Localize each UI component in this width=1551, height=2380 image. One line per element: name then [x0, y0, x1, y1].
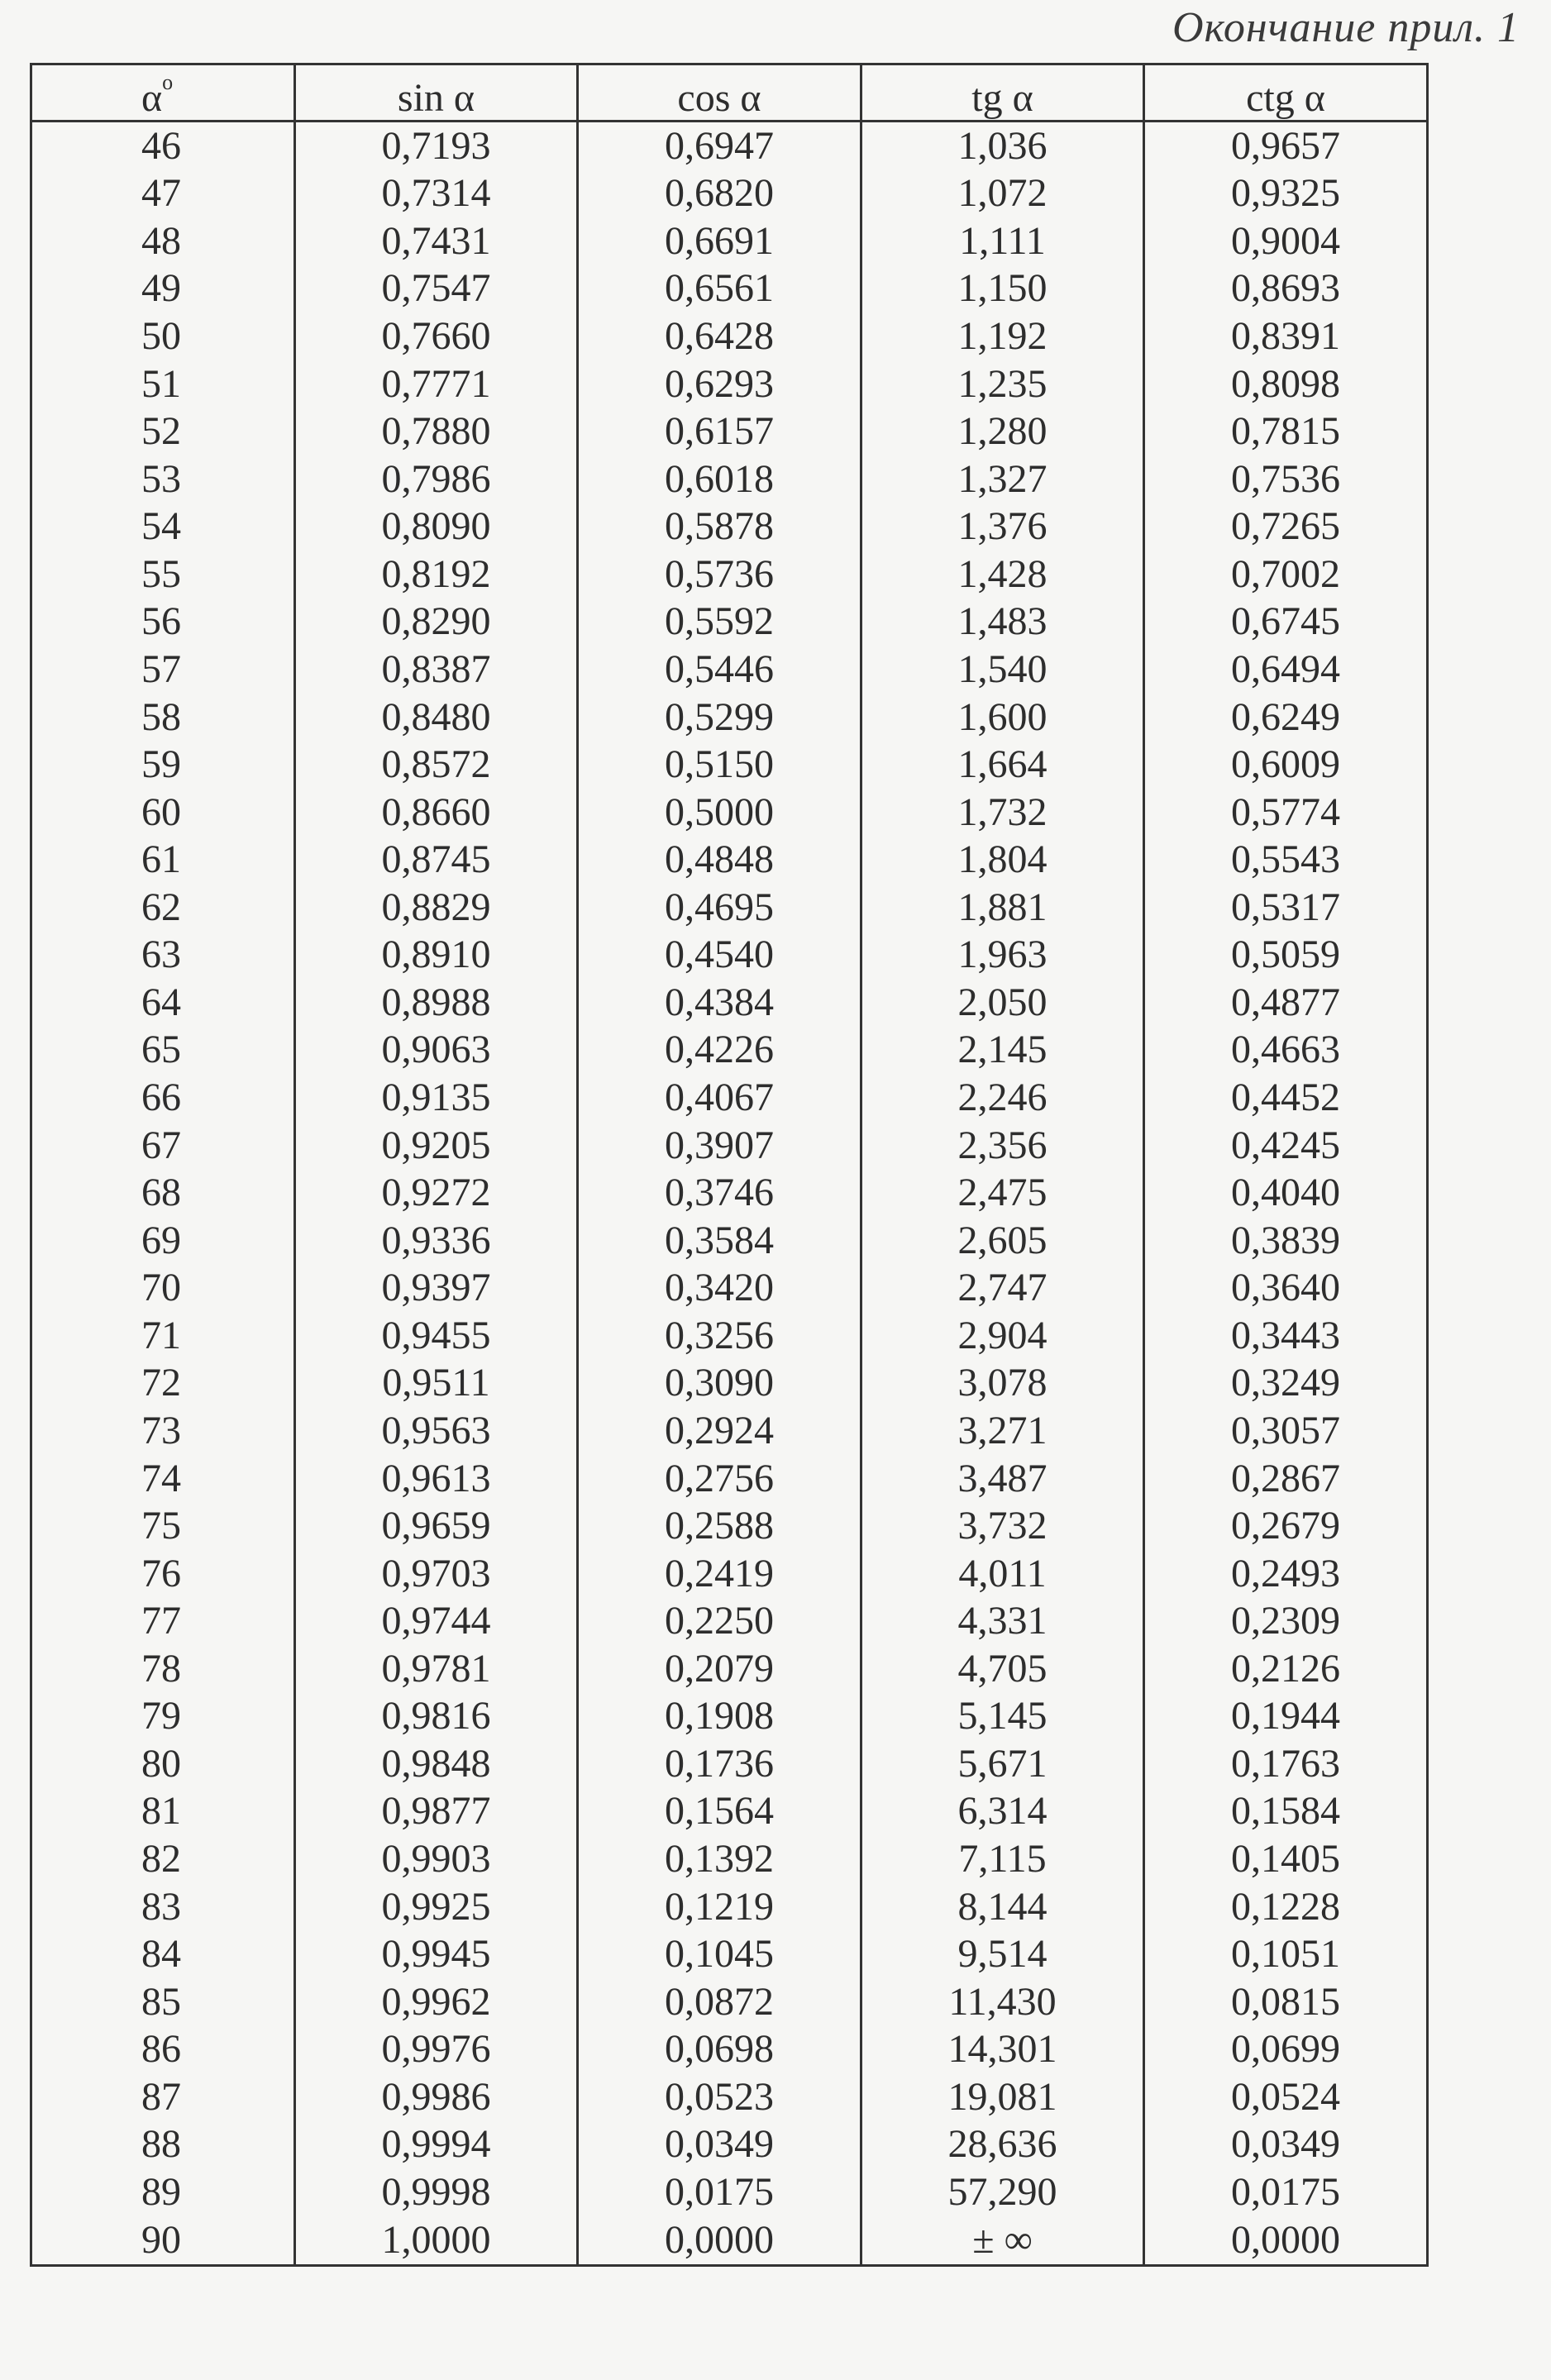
sin-cell: 0,8290	[295, 599, 578, 646]
angle-cell: 70	[31, 1265, 295, 1313]
sin-cell: 0,9135	[295, 1074, 578, 1122]
tg-cell: 3,487	[861, 1455, 1144, 1503]
ctg-cell: 0,3249	[1144, 1360, 1428, 1408]
table-row	[31, 2168, 1428, 2216]
angle-cell: 53	[31, 455, 295, 503]
sin-cell: 0,7547	[295, 265, 578, 313]
table-row	[31, 1122, 1428, 1170]
cos-cell: 0,2924	[578, 1407, 861, 1455]
sin-cell: 0,8660	[295, 789, 578, 837]
sin-cell: 0,9511	[295, 1360, 578, 1408]
sin-cell: 0,8988	[295, 979, 578, 1027]
cos-cell: 0,2588	[578, 1502, 861, 1550]
table-row	[31, 1027, 1428, 1075]
sin-cell: 0,9272	[295, 1169, 578, 1217]
tg-cell: 2,475	[861, 1169, 1144, 1217]
angle-cell: 62	[31, 884, 295, 932]
angle-cell: 88	[31, 2121, 295, 2169]
cos-cell: 0,3746	[578, 1169, 861, 1217]
sin-cell: 0,8387	[295, 646, 578, 694]
tg-cell: 1,072	[861, 170, 1144, 218]
table-row	[31, 122, 1428, 170]
cos-cell: 0,6561	[578, 265, 861, 313]
table-row	[31, 646, 1428, 694]
table-row	[31, 741, 1428, 789]
cos-cell: 0,6820	[578, 170, 861, 218]
cos-cell: 0,6157	[578, 408, 861, 455]
angle-cell: 89	[31, 2168, 295, 2216]
angle-cell: 84	[31, 1930, 295, 1978]
table-body	[31, 122, 1428, 2266]
tg-cell: 57,290	[861, 2168, 1144, 2216]
tg-cell: 5,145	[861, 1693, 1144, 1741]
tg-cell: 3,078	[861, 1360, 1144, 1408]
tg-cell: ± ∞	[861, 2216, 1144, 2266]
table-row	[31, 312, 1428, 360]
table-row	[31, 1930, 1428, 1978]
angle-cell: 81	[31, 1788, 295, 1836]
ctg-cell: 0,9004	[1144, 217, 1428, 265]
sin-cell: 0,9397	[295, 1265, 578, 1313]
ctg-cell: 0,0524	[1144, 2073, 1428, 2121]
ctg-cell: 0,2679	[1144, 1502, 1428, 1550]
cos-cell: 0,2079	[578, 1645, 861, 1693]
table-row	[31, 1693, 1428, 1741]
cos-cell: 0,0000	[578, 2216, 861, 2266]
table-row	[31, 1978, 1428, 2026]
cos-cell: 0,3584	[578, 1217, 861, 1265]
table-row	[31, 1788, 1428, 1836]
sin-cell: 0,9998	[295, 2168, 578, 2216]
angle-cell: 77	[31, 1597, 295, 1645]
table-row	[31, 932, 1428, 980]
ctg-cell: 0,1763	[1144, 1740, 1428, 1788]
table-row	[31, 503, 1428, 551]
tg-cell: 2,145	[861, 1027, 1144, 1075]
cos-cell: 0,4067	[578, 1074, 861, 1122]
tg-cell: 2,747	[861, 1265, 1144, 1313]
tg-cell: 1,963	[861, 932, 1144, 980]
ctg-cell: 0,7002	[1144, 551, 1428, 599]
ctg-cell: 0,5543	[1144, 836, 1428, 884]
angle-cell: 83	[31, 1883, 295, 1931]
angle-cell: 46	[31, 122, 295, 170]
table-row	[31, 1597, 1428, 1645]
sin-cell: 0,7193	[295, 122, 578, 170]
tg-cell: 8,144	[861, 1883, 1144, 1931]
cos-cell: 0,6691	[578, 217, 861, 265]
tg-cell: 1,483	[861, 599, 1144, 646]
angle-cell: 72	[31, 1360, 295, 1408]
angle-cell: 69	[31, 1217, 295, 1265]
angle-cell: 71	[31, 1312, 295, 1360]
tg-cell: 4,331	[861, 1597, 1144, 1645]
ctg-cell: 0,4452	[1144, 1074, 1428, 1122]
sin-cell: 0,9903	[295, 1835, 578, 1883]
angle-cell: 51	[31, 360, 295, 408]
angle-cell: 61	[31, 836, 295, 884]
ctg-cell: 0,4663	[1144, 1027, 1428, 1075]
cos-cell: 0,1564	[578, 1788, 861, 1836]
angle-cell: 49	[31, 265, 295, 313]
ctg-cell: 0,0175	[1144, 2168, 1428, 2216]
angle-cell: 59	[31, 741, 295, 789]
table-row	[31, 1312, 1428, 1360]
tg-cell: 1,192	[861, 312, 1144, 360]
sin-cell: 0,7314	[295, 170, 578, 218]
ctg-cell: 0,1228	[1144, 1883, 1428, 1931]
cos-cell: 0,3090	[578, 1360, 861, 1408]
ctg-cell: 0,4245	[1144, 1122, 1428, 1170]
angle-cell: 57	[31, 646, 295, 694]
angle-cell: 85	[31, 1978, 295, 2026]
trig-table	[30, 63, 1429, 2267]
table-row	[31, 1883, 1428, 1931]
angle-cell: 63	[31, 932, 295, 980]
page-caption: Окончание прил. 1	[1172, 4, 1520, 51]
cos-cell: 0,5878	[578, 503, 861, 551]
ctg-cell: 0,3057	[1144, 1407, 1428, 1455]
sin-cell: 0,9455	[295, 1312, 578, 1360]
sin-cell: 0,8910	[295, 932, 578, 980]
cos-cell: 0,1219	[578, 1883, 861, 1931]
angle-cell: 66	[31, 1074, 295, 1122]
cos-cell: 0,5299	[578, 694, 861, 742]
ctg-cell: 0,2126	[1144, 1645, 1428, 1693]
ctg-cell: 0,1405	[1144, 1835, 1428, 1883]
header-angle-symbol: α	[141, 76, 163, 120]
sin-cell: 0,9848	[295, 1740, 578, 1788]
ctg-cell: 0,8098	[1144, 360, 1428, 408]
angle-cell: 47	[31, 170, 295, 218]
table-row	[31, 1835, 1428, 1883]
ctg-cell: 0,7265	[1144, 503, 1428, 551]
ctg-cell: 0,8391	[1144, 312, 1428, 360]
ctg-cell: 0,4877	[1144, 979, 1428, 1027]
table-row	[31, 360, 1428, 408]
table-row	[31, 836, 1428, 884]
angle-cell: 48	[31, 217, 295, 265]
sin-cell: 0,9205	[295, 1122, 578, 1170]
tg-cell: 1,036	[861, 122, 1144, 170]
table-row	[31, 2026, 1428, 2074]
ctg-cell: 0,3443	[1144, 1312, 1428, 1360]
ctg-cell: 0,6745	[1144, 599, 1428, 646]
table-row	[31, 1360, 1428, 1408]
cos-cell: 0,6293	[578, 360, 861, 408]
table-row	[31, 551, 1428, 599]
header-angle-degree-mark: o	[162, 70, 174, 94]
ctg-cell: 0,9325	[1144, 170, 1428, 218]
cos-cell: 0,4540	[578, 932, 861, 980]
angle-cell: 74	[31, 1455, 295, 1503]
angle-cell: 54	[31, 503, 295, 551]
angle-cell: 52	[31, 408, 295, 455]
angle-cell: 86	[31, 2026, 295, 2074]
sin-cell: 0,8192	[295, 551, 578, 599]
sin-cell: 0,8480	[295, 694, 578, 742]
tg-cell: 2,246	[861, 1074, 1144, 1122]
ctg-cell: 0,0699	[1144, 2026, 1428, 2074]
tg-cell: 6,314	[861, 1788, 1144, 1836]
tg-cell: 28,636	[861, 2121, 1144, 2169]
sin-cell: 0,9986	[295, 2073, 578, 2121]
sin-cell: 0,7660	[295, 312, 578, 360]
angle-cell: 67	[31, 1122, 295, 1170]
angle-cell: 75	[31, 1502, 295, 1550]
angle-cell: 60	[31, 789, 295, 837]
tg-cell: 4,705	[861, 1645, 1144, 1693]
sin-cell: 0,8829	[295, 884, 578, 932]
table-row	[31, 884, 1428, 932]
sin-cell: 0,7771	[295, 360, 578, 408]
table-row	[31, 1265, 1428, 1313]
table-row	[31, 1217, 1428, 1265]
tg-cell: 1,376	[861, 503, 1144, 551]
angle-cell: 82	[31, 1835, 295, 1883]
table-row	[31, 1550, 1428, 1598]
sin-cell: 0,7431	[295, 217, 578, 265]
tg-cell: 1,150	[861, 265, 1144, 313]
cos-cell: 0,4384	[578, 979, 861, 1027]
tg-cell: 1,111	[861, 217, 1144, 265]
table-row	[31, 217, 1428, 265]
ctg-cell: 0,3640	[1144, 1265, 1428, 1313]
cos-cell: 0,0175	[578, 2168, 861, 2216]
cos-cell: 0,6947	[578, 122, 861, 170]
tg-cell: 1,327	[861, 455, 1144, 503]
sin-cell: 0,7986	[295, 455, 578, 503]
cos-cell: 0,3420	[578, 1265, 861, 1313]
table-row	[31, 789, 1428, 837]
cos-cell: 0,5592	[578, 599, 861, 646]
table-row	[31, 1407, 1428, 1455]
cos-cell: 0,0872	[578, 1978, 861, 2026]
tg-cell: 5,671	[861, 1740, 1144, 1788]
tg-cell: 2,605	[861, 1217, 1144, 1265]
ctg-cell: 0,7536	[1144, 455, 1428, 503]
tg-cell: 7,115	[861, 1835, 1144, 1883]
table-row	[31, 1502, 1428, 1550]
cos-cell: 0,4226	[578, 1027, 861, 1075]
ctg-cell: 0,0815	[1144, 1978, 1428, 2026]
cos-cell: 0,4695	[578, 884, 861, 932]
table-row	[31, 170, 1428, 218]
tg-cell: 19,081	[861, 2073, 1144, 2121]
sin-cell: 0,9703	[295, 1550, 578, 1598]
ctg-cell: 0,3839	[1144, 1217, 1428, 1265]
sin-cell: 0,8745	[295, 836, 578, 884]
tg-cell: 1,664	[861, 741, 1144, 789]
header-angle	[31, 64, 295, 122]
ctg-cell: 0,1944	[1144, 1693, 1428, 1741]
sin-cell: 0,8572	[295, 741, 578, 789]
tg-cell: 3,271	[861, 1407, 1144, 1455]
sin-cell: 0,9659	[295, 1502, 578, 1550]
ctg-cell: 0,1584	[1144, 1788, 1428, 1836]
ctg-cell: 0,6249	[1144, 694, 1428, 742]
angle-cell: 58	[31, 694, 295, 742]
sin-cell: 0,7880	[295, 408, 578, 455]
ctg-cell: 0,2867	[1144, 1455, 1428, 1503]
cos-cell: 0,5000	[578, 789, 861, 837]
ctg-cell: 0,5317	[1144, 884, 1428, 932]
sin-cell: 0,9925	[295, 1883, 578, 1931]
angle-cell: 76	[31, 1550, 295, 1598]
cos-cell: 0,0698	[578, 2026, 861, 2074]
tg-cell: 9,514	[861, 1930, 1144, 1978]
cos-cell: 0,0349	[578, 2121, 861, 2169]
table-row	[31, 1074, 1428, 1122]
sin-cell: 0,9816	[295, 1693, 578, 1741]
tg-cell: 1,732	[861, 789, 1144, 837]
tg-cell: 1,428	[861, 551, 1144, 599]
cos-cell: 0,1045	[578, 1930, 861, 1978]
ctg-cell: 0,0000	[1144, 2216, 1428, 2266]
sin-cell: 0,9063	[295, 1027, 578, 1075]
ctg-cell: 0,6009	[1144, 741, 1428, 789]
ctg-cell: 0,5059	[1144, 932, 1428, 980]
cos-cell: 0,6428	[578, 312, 861, 360]
sin-cell: 0,9563	[295, 1407, 578, 1455]
angle-cell: 64	[31, 979, 295, 1027]
angle-cell: 73	[31, 1407, 295, 1455]
angle-cell: 78	[31, 1645, 295, 1693]
cos-cell: 0,6018	[578, 455, 861, 503]
sin-cell: 0,9976	[295, 2026, 578, 2074]
header-cos: cos α	[578, 64, 861, 122]
cos-cell: 0,5736	[578, 551, 861, 599]
table-row	[31, 979, 1428, 1027]
cos-cell: 0,1392	[578, 1835, 861, 1883]
angle-cell: 87	[31, 2073, 295, 2121]
sin-cell: 0,9962	[295, 1978, 578, 2026]
tg-cell: 1,235	[861, 360, 1144, 408]
table-row	[31, 1169, 1428, 1217]
sin-cell: 1,0000	[295, 2216, 578, 2266]
ctg-cell: 0,4040	[1144, 1169, 1428, 1217]
ctg-cell: 0,2309	[1144, 1597, 1428, 1645]
tg-cell: 2,904	[861, 1312, 1144, 1360]
tg-cell: 14,301	[861, 2026, 1144, 2074]
tg-cell: 4,011	[861, 1550, 1144, 1598]
table-row	[31, 2073, 1428, 2121]
table-row	[31, 1455, 1428, 1503]
sin-cell: 0,9994	[295, 2121, 578, 2169]
ctg-cell: 0,9657	[1144, 122, 1428, 170]
tg-cell: 1,804	[861, 836, 1144, 884]
tg-cell: 1,280	[861, 408, 1144, 455]
tg-cell: 1,540	[861, 646, 1144, 694]
sin-cell: 0,9613	[295, 1455, 578, 1503]
cos-cell: 0,5446	[578, 646, 861, 694]
cos-cell: 0,3256	[578, 1312, 861, 1360]
angle-cell: 56	[31, 599, 295, 646]
sin-cell: 0,9945	[295, 1930, 578, 1978]
sin-cell: 0,8090	[295, 503, 578, 551]
header-sin: sin α	[295, 64, 578, 122]
table-row	[31, 455, 1428, 503]
tg-cell: 3,732	[861, 1502, 1144, 1550]
ctg-cell: 0,1051	[1144, 1930, 1428, 1978]
ctg-cell: 0,7815	[1144, 408, 1428, 455]
cos-cell: 0,5150	[578, 741, 861, 789]
sin-cell: 0,9781	[295, 1645, 578, 1693]
header-ctg: ctg α	[1144, 64, 1428, 122]
table-row	[31, 2216, 1428, 2266]
table-row	[31, 265, 1428, 313]
table-row	[31, 408, 1428, 455]
angle-cell: 90	[31, 2216, 295, 2266]
angle-cell: 80	[31, 1740, 295, 1788]
ctg-cell: 0,6494	[1144, 646, 1428, 694]
cos-cell: 0,0523	[578, 2073, 861, 2121]
header-tg: tg α	[861, 64, 1144, 122]
tg-cell: 11,430	[861, 1978, 1144, 2026]
sin-cell: 0,9744	[295, 1597, 578, 1645]
angle-cell: 55	[31, 551, 295, 599]
tg-cell: 2,050	[861, 979, 1144, 1027]
cos-cell: 0,4848	[578, 836, 861, 884]
cos-cell: 0,2756	[578, 1455, 861, 1503]
tg-cell: 1,600	[861, 694, 1144, 742]
cos-cell: 0,1908	[578, 1693, 861, 1741]
cos-cell: 0,1736	[578, 1740, 861, 1788]
tg-cell: 1,881	[861, 884, 1144, 932]
table-row	[31, 599, 1428, 646]
sin-cell: 0,9877	[295, 1788, 578, 1836]
ctg-cell: 0,5774	[1144, 789, 1428, 837]
cos-cell: 0,2250	[578, 1597, 861, 1645]
table-row	[31, 694, 1428, 742]
angle-cell: 65	[31, 1027, 295, 1075]
angle-cell: 68	[31, 1169, 295, 1217]
angle-cell: 50	[31, 312, 295, 360]
ctg-cell: 0,2493	[1144, 1550, 1428, 1598]
cos-cell: 0,2419	[578, 1550, 861, 1598]
cos-cell: 0,3907	[578, 1122, 861, 1170]
table-row	[31, 1740, 1428, 1788]
ctg-cell: 0,8693	[1144, 265, 1428, 313]
table-row	[31, 2121, 1428, 2169]
table-row	[31, 1645, 1428, 1693]
table-header-row	[31, 64, 1428, 122]
sin-cell: 0,9336	[295, 1217, 578, 1265]
tg-cell: 2,356	[861, 1122, 1144, 1170]
ctg-cell: 0,0349	[1144, 2121, 1428, 2169]
angle-cell: 79	[31, 1693, 295, 1741]
